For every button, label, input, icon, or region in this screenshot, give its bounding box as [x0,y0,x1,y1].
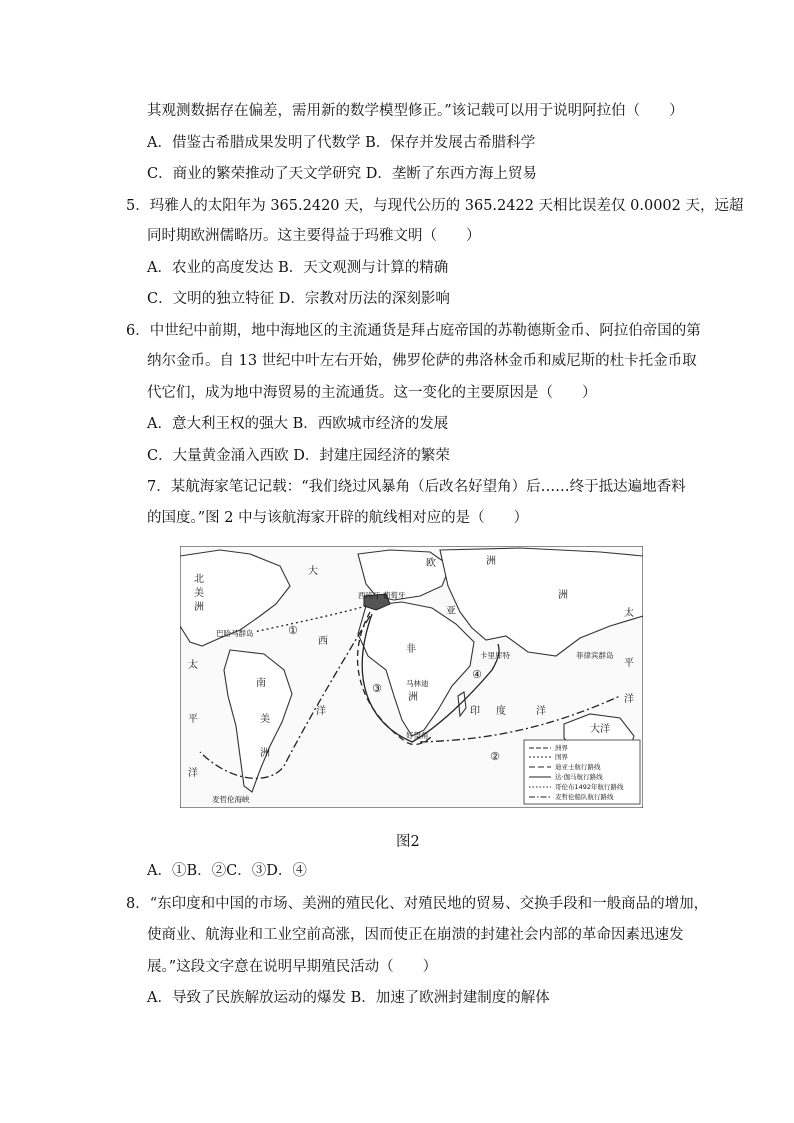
map-legend [524,740,640,804]
legend-item-da-gama-route: 达·伽马航行路线 [555,773,603,781]
map-label-indian-2: 度 [496,706,506,717]
map-label-north-america-2: 美 [194,588,204,599]
map-label-asia-1: 亚 [446,606,456,617]
map-label-pacific-e-3: 洋 [624,694,634,705]
map-label-europe-1: 欧 [426,558,436,569]
q7-options: A．①B．②C．③D．④ [147,863,307,879]
legend-item-continent-border: 洲界 [555,744,568,752]
map-label-south-america-2: 美 [260,714,270,725]
map-label-bahamas: 巴哈马群岛 [216,629,254,638]
legend-item-magellan-route: 麦哲伦船队航行路线 [555,793,614,801]
legend-item-dias-route: 迪亚士航行路线 [555,763,601,771]
route-number-4: ④ [472,668,482,681]
map-label-indian-3: 洋 [536,706,546,717]
map-label-pacific-w-3: 洋 [188,768,198,779]
q5-options-ab: A．农业的高度发达 B．天文观测与计算的精确 [147,260,449,276]
map-label-south-america-1: 南 [256,678,266,689]
map-label-spain-portugal: 西班牙 葡萄牙 [358,591,406,600]
q4-options-ab: A．借鉴古希腊成果发明了代数学 B．保存并发展古希腊科学 [147,135,536,151]
map-label-oceania: 大洋 [590,724,610,735]
map-label-pacific-w-1: 太 [188,660,198,671]
route-number-2: ② [490,750,500,763]
q7-stem-line1: 7．某航海家笔记记载：“我们绕过风暴角（后改名好望角）后……终于抵达遍地香料 [147,479,686,495]
map-label-magellan-strait: 麦哲伦海峡 [212,795,250,804]
q6-options-cd: C．大量黄金涌入西欧 D．封建庄园经济的繁荣 [147,448,450,464]
map-label-pacific-e-1: 太 [624,608,634,619]
q8-stem-line1: 8．“东印度和中国的市场、美洲的殖民化、对殖民地的贸易、交换手段和一般商品的增加， [126,896,709,912]
map-label-malindi: 马林迪 [406,679,429,688]
map-label-atlantic-1: 大 [308,566,318,577]
map-label-philippines: 菲律宾群岛 [576,651,614,660]
map-label-europe-2: 洲 [486,556,496,567]
q5-stem-line2: 同时期欧洲儒略历。这主要得益于玛雅文明（ ） [147,228,481,244]
q6-stem-line1: 6．中世纪中前期，地中海地区的主流通货是拜占庭帝国的苏勒德斯金币、阿拉伯帝国的第 [126,323,701,339]
q4-stem-tail: 其观测数据存在偏差，需用新的数学模型修正。”该记载可以用于说明阿拉伯（ ） [147,103,684,119]
q8-stem-line2: 使商业、航海业和工业空前高涨，因而使正在崩溃的封建社会内部的革命因素迅速发 [147,927,684,943]
map-label-north-america-3: 洲 [194,602,204,613]
q8-stem-line3: 展。”这段文字意在说明早期殖民活动（ ） [147,959,438,975]
map-label-africa-2: 洲 [408,692,418,703]
q6-stem-line2: 纳尔金币。自 13 世纪中叶左右开始，佛罗伦萨的弗洛林金币和威尼斯的杜卡托金币取 [147,353,697,369]
map-label-pacific-e-2: 平 [624,658,634,669]
q4-options-cd: C．商业的繁荣推动了天文学研究 D．垄断了东西方海上贸易 [147,166,537,182]
route-number-1: ① [288,624,298,637]
legend-item-national-border: 国界 [555,753,568,761]
map-label-asia-2: 洲 [558,590,568,601]
q8-options-ab: A．导致了民族解放运动的爆发 B．加速了欧洲封建制度的解体 [147,990,550,1006]
map-label-atlantic-2: 西 [318,636,328,647]
map-label-pacific-w-2: 平 [188,714,198,725]
q5-options-cd: C．文明的独立特征 D．宗教对历法的深刻影响 [147,291,450,307]
route-map-figure [180,546,643,808]
map-label-cape: 好望角 [406,731,429,740]
map-label-calicut: 卡里库特 [480,651,510,660]
legend-item-columbus-route: 哥伦布1492年航行路线 [555,783,624,791]
map-label-south-america-3: 洲 [260,748,270,759]
map-label-atlantic-3: 洋 [316,706,326,717]
figure-caption: 图2 [396,834,420,850]
q5-stem-line1: 5．玛雅人的太阳年为 365.2420 天，与现代公历的 365.2422 天相比误差仅 0.0002 天，远超 [126,198,744,214]
map-label-africa-1: 非 [406,644,416,655]
q6-stem-line3: 代它们，成为地中海贸易的主流通货。这一变化的主要原因是（ ） [147,385,597,401]
q7-stem-line2: 的国度。”图 2 中与该航海家开辟的航线相对应的是（ ） [147,510,529,526]
q6-options-ab: A．意大利王权的强大 B．西欧城市经济的发展 [147,416,449,432]
map-label-north-america-1: 北 [194,574,204,585]
route-number-3: ③ [372,682,382,695]
map-label-indian-1: 印 [470,706,480,717]
